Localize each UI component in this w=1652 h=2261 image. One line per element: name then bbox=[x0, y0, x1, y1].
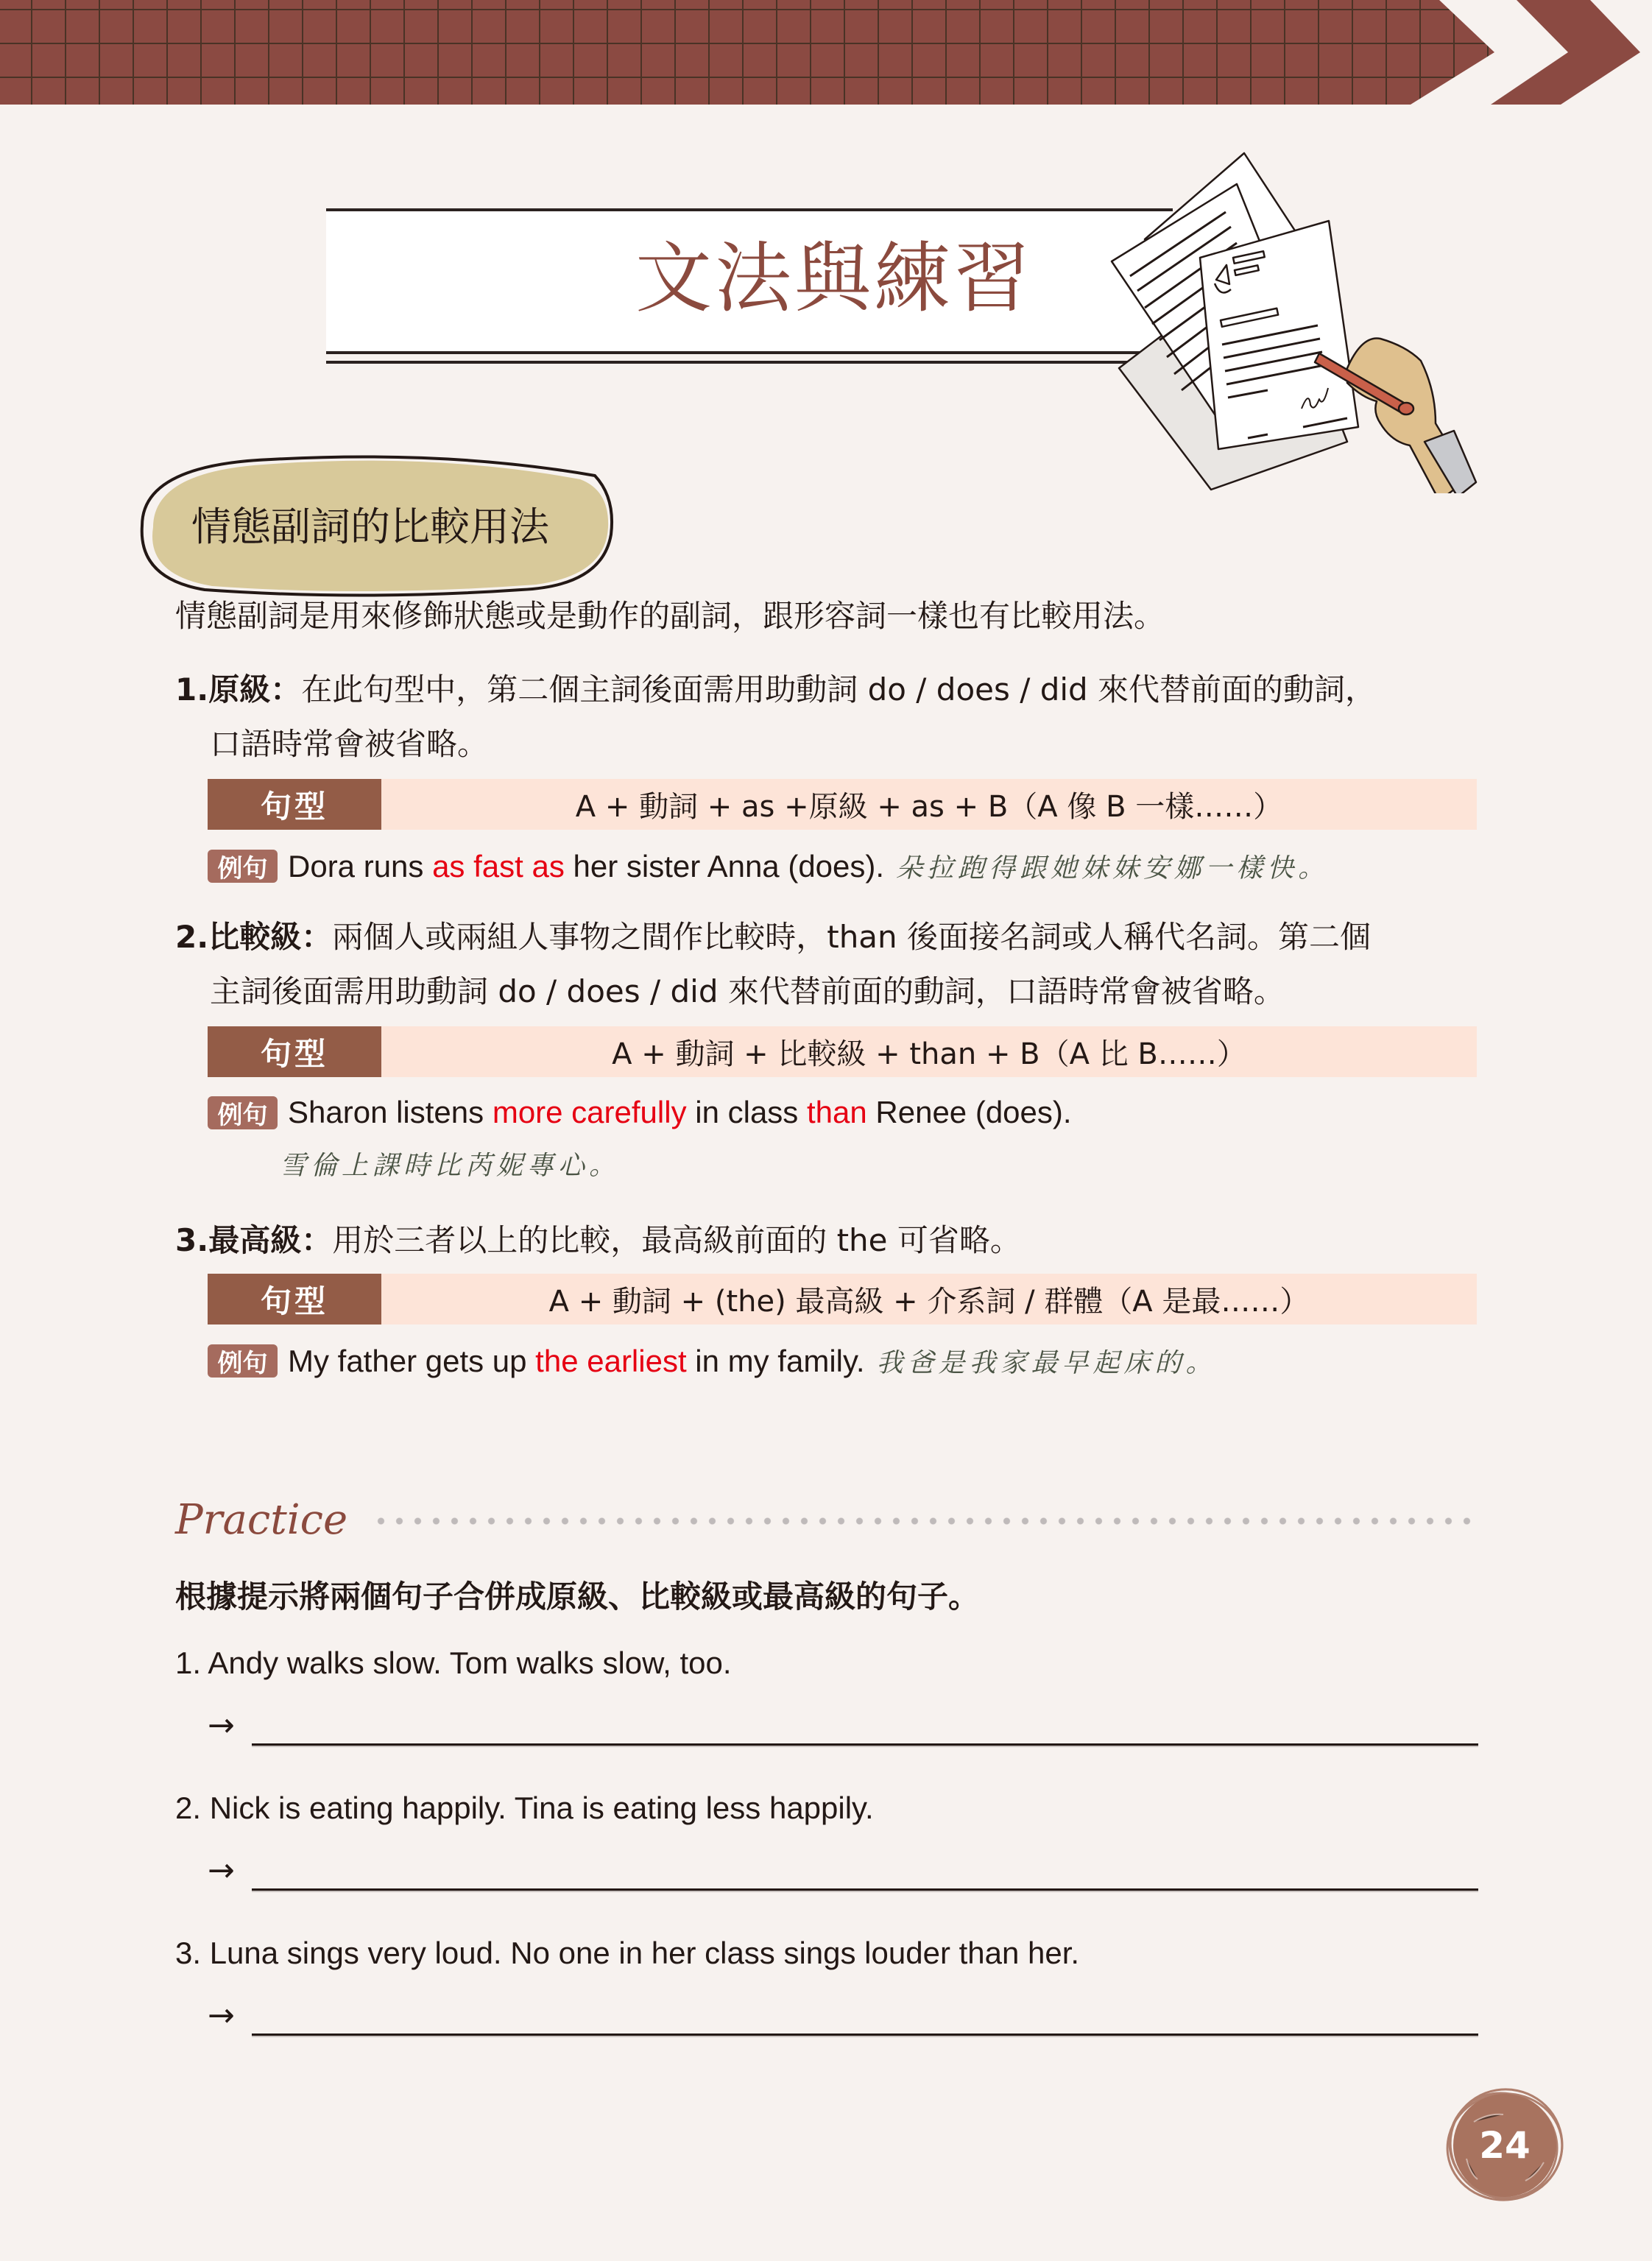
example-translation: 朵拉跑得跟她妹妹安娜一樣快。 bbox=[896, 853, 1330, 883]
pattern-bar bbox=[208, 779, 1477, 830]
arrow-icon: → bbox=[208, 1852, 235, 1889]
practice-question: 3. Luna sings very loud. No one in her class sings louder than her. bbox=[175, 1936, 1080, 1970]
example-row bbox=[208, 1095, 1072, 1130]
section-intro: 情態副詞是用來修飾狀態或是動作的副詞，跟形容詞一樣也有比較用法。 bbox=[175, 598, 1165, 634]
example-text: in my family. bbox=[686, 1343, 865, 1378]
example-row bbox=[208, 847, 1329, 885]
practice-instruction: 根據提示將兩個句子合併成原級、比較級或最高級的句子。 bbox=[175, 1579, 980, 1615]
arrow-icon: → bbox=[208, 1997, 235, 2034]
pattern-formula: A + 動詞 + (the) 最高級 + 介系詞 / 群體（A 是最……） bbox=[548, 1285, 1310, 1319]
rule-colon: ： bbox=[301, 1222, 333, 1258]
pattern-bar bbox=[208, 1026, 1477, 1077]
pattern-formula: A + 動詞 + as +原級 + as + B（A 像 B 一樣……） bbox=[575, 790, 1283, 824]
practice-heading: Practice bbox=[175, 1496, 348, 1544]
rule-colon: ： bbox=[270, 671, 302, 708]
rule-number: 1. bbox=[175, 671, 209, 708]
rule-2-line-2: 主詞後面需用助動詞 do / does / did 來代替前面的動詞，口語時常會被省略。 bbox=[210, 973, 1285, 1009]
rule-3-line-1 bbox=[175, 1213, 1021, 1268]
example-sentence bbox=[288, 1344, 865, 1379]
example-badge: 例句 bbox=[208, 850, 278, 883]
example-translation: 雪倫上課時比芮妮專心。 bbox=[280, 1151, 621, 1181]
page-title: 文法與練習 bbox=[635, 233, 1033, 323]
page-number: 24 bbox=[1479, 2124, 1531, 2167]
example-text: Sharon listens bbox=[288, 1095, 493, 1129]
answer-blank[interactable] bbox=[252, 2034, 1478, 2036]
example-row bbox=[208, 1342, 1217, 1380]
title-underline bbox=[326, 351, 1173, 354]
hand-signing-document-icon bbox=[1104, 140, 1487, 493]
rule-1-line-2: 口語時常會被省略。 bbox=[210, 726, 489, 762]
example-highlight: than bbox=[806, 1095, 867, 1129]
example-translation: 我爸是我家最早起床的。 bbox=[876, 1348, 1217, 1378]
section-heading: 情態副詞的比較用法 bbox=[191, 503, 549, 550]
rule-description: 兩個人或兩組人事物之間作比較時，than 後面接名詞或人稱代名詞。第二個 bbox=[332, 919, 1372, 955]
example-badge: 例句 bbox=[208, 1096, 278, 1129]
pattern-formula: A + 動詞 + 比較級 + than + B（A 比 B……） bbox=[612, 1037, 1246, 1071]
example-sentence bbox=[288, 1095, 1072, 1130]
rule-description: 在此句型中，第二個主詞後面需用助動詞 do / does / did 來代替前面的動詞， bbox=[301, 671, 1377, 708]
rule-description: 用於三者以上的比較，最高級前面的 the 可省略。 bbox=[332, 1222, 1021, 1258]
pattern-label: 句型 bbox=[208, 1026, 381, 1077]
practice-question: 1. Andy walks slow. Tom walks slow, too. bbox=[175, 1646, 732, 1680]
example-highlight: as fast as bbox=[432, 848, 565, 883]
rule-term: 比較級 bbox=[208, 919, 302, 955]
example-text: My father gets up bbox=[288, 1343, 536, 1378]
title-underline bbox=[326, 361, 1173, 364]
rule-colon: ： bbox=[301, 919, 333, 955]
rule-2-line-1 bbox=[175, 910, 1371, 964]
example-badge: 例句 bbox=[208, 1344, 278, 1378]
dotted-divider bbox=[372, 1515, 1480, 1527]
practice-question: 2. Nick is eating happily. Tina is eating less happily. bbox=[175, 1791, 874, 1825]
example-text: in class bbox=[686, 1095, 807, 1129]
example-sentence bbox=[288, 849, 884, 884]
rule-number: 2. bbox=[175, 919, 209, 955]
rule-1-line-1 bbox=[175, 663, 1376, 717]
example-highlight: more carefully bbox=[492, 1095, 687, 1129]
arrow-icon: → bbox=[208, 1707, 235, 1744]
header-grid-banner bbox=[0, 0, 1652, 105]
rule-term: 最高級 bbox=[208, 1222, 302, 1258]
pattern-bar bbox=[208, 1274, 1477, 1324]
rule-term: 原級 bbox=[208, 671, 271, 708]
pattern-label: 句型 bbox=[208, 779, 381, 830]
answer-blank[interactable] bbox=[252, 1743, 1478, 1746]
example-text: Dora runs bbox=[288, 848, 433, 883]
example-text: Renee (does). bbox=[866, 1095, 1072, 1129]
rule-number: 3. bbox=[175, 1222, 209, 1258]
example-highlight: the earliest bbox=[535, 1343, 687, 1378]
answer-blank[interactable] bbox=[252, 1888, 1478, 1891]
pattern-label: 句型 bbox=[208, 1274, 381, 1324]
example-text: her sister Anna (does). bbox=[564, 848, 885, 883]
